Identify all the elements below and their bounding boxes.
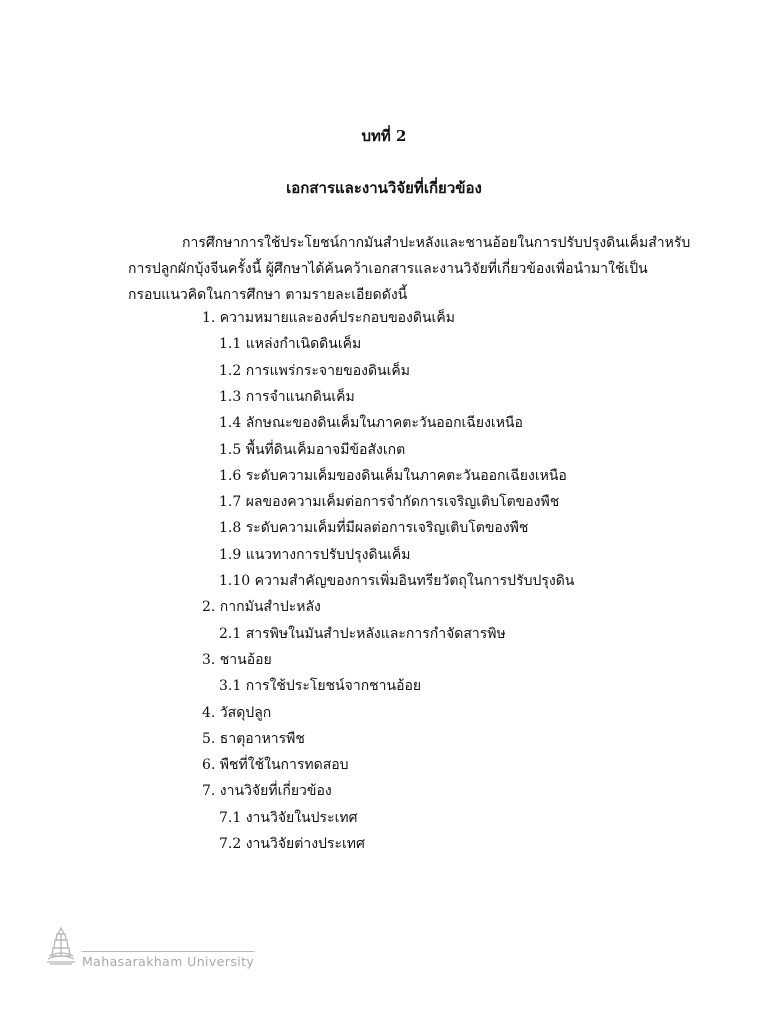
subtopic-item: 1.5 พื้นที่ดินเค็มอาจมีข้อสังเกต: [219, 442, 406, 458]
chapter-title: เอกสารและงานวิจัยที่เกี่ยวข้อง: [286, 179, 482, 197]
topic-item: 4. วัสดุปลูก: [202, 705, 272, 721]
subtopic-item: 1.3 การจำแนกดินเค็ม: [219, 389, 355, 405]
topic-item: 2. กากมันสำปะหลัง: [202, 599, 321, 615]
subtopic-item: 1.6 ระดับความเค็มของดินเค็มในภาคตะวันออกเฉียงเหนือ: [219, 468, 567, 484]
subtopic-item: 1.10 ความสำคัญของการเพิ่มอินทรียวัตถุในการปรับปรุงดิน: [219, 573, 575, 589]
chapter-number: บทที่ 2: [361, 127, 407, 145]
topic-item: 1. ความหมายและองค์ประกอบของดินเค็ม: [202, 310, 455, 326]
subtopic-item: 1.7 ผลของความเค็มต่อการจำกัดการเจริญเติบโตของพืช: [219, 494, 560, 510]
subtopic-item: 1.1 แหล่งกำเนิดดินเค็ม: [219, 336, 362, 352]
topic-item: 7. งานวิจัยที่เกี่ยวข้อง: [202, 783, 332, 799]
university-seal-icon: [46, 926, 76, 966]
subtopic-item: 3.1 การใช้ประโยชน์จากชานอ้อย: [219, 678, 422, 694]
topic-item: 6. พืชที่ใช้ในการทดสอบ: [202, 757, 349, 773]
footer-divider: [82, 951, 254, 952]
footer-watermark: Mahasarakham University: [82, 954, 255, 969]
topic-item: 3. ชานอ้อย: [202, 652, 272, 668]
subtopic-item: 1.2 การแพร่กระจายของดินเค็ม: [219, 363, 410, 379]
subtopic-item: 7.2 งานวิจัยต่างประเทศ: [219, 836, 365, 852]
intro-paragraph: [128, 230, 691, 308]
intro-line: การศึกษาการใช้ประโยชน์กากมันสำปะหลังและชานอ้อยในการปรับปรุงดินเค็มสำหรับ: [182, 235, 691, 251]
subtopic-item: 2.1 สารพิษในมันสำปะหลังและการกำจัดสารพิษ: [219, 626, 506, 642]
intro-line: การปลูกผักบุ้งจีนครั้งนี้ ผู้ศึกษาได้ค้นคว้าเอกสารและงานวิจัยที่เกี่ยวข้องเพื่อนำมาใช้เป็น: [128, 261, 648, 277]
subtopic-item: 7.1 งานวิจัยในประเทศ: [219, 810, 358, 826]
subtopic-item: 1.8 ระดับความเค็มที่มีผลต่อการเจริญเติบโตของพืช: [219, 520, 529, 536]
topic-item: 5. ธาตุอาหารพืช: [202, 731, 305, 747]
subtopic-item: 1.9 แนวทางการปรับปรุงดินเค็ม: [219, 547, 411, 563]
intro-line: กรอบแนวคิดในการศึกษา ตามรายละเอียดดังนี้: [128, 287, 408, 303]
subtopic-item: 1.4 ลักษณะของดินเค็มในภาคตะวันออกเฉียงเหนือ: [219, 415, 523, 431]
